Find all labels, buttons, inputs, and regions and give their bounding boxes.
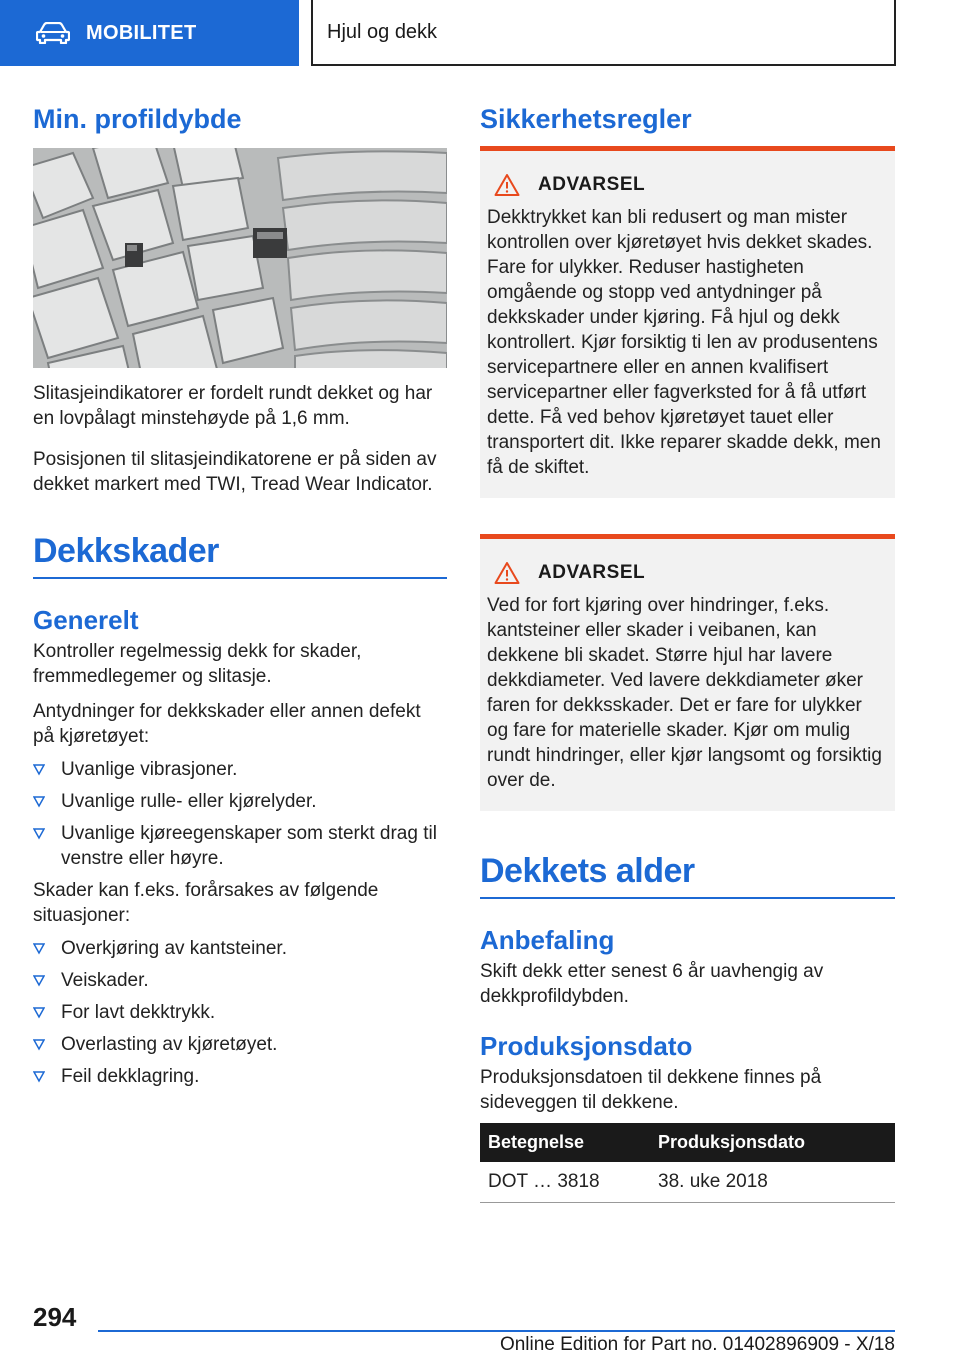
warning-text: Dekktrykket kan bli redusert og man mister kontrollen over kjøretøyet hvis dekket skades. Fare for ulykker. Reduser hastigheten omgående og stopp ved antydninger på dekkskader under kjøring. Få hjul og dekk kontrollert. Kjør forsiktig ti len av produsentens servicepartnere eller en annen kvalifisert servicepartner eller fagverksted for å få utført dette. Få ved behov kjøretøyet tauet eller transportert dit. Ikke reparer skadde dekk, men få de skiftet.: [487, 207, 881, 478]
table-row: [480, 1162, 895, 1202]
list-item: Veiskader.: [33, 968, 447, 993]
chapter-label: Hjul og dekk: [327, 20, 438, 43]
general-paragraph-2: Antydninger for dekkskader eller annen defekt på kjøretøyet:: [33, 701, 421, 747]
warning-box-2: [480, 534, 895, 811]
table-cell: 38. uke 2018: [650, 1162, 895, 1202]
age-rule: [480, 897, 895, 899]
edition-text: Online Edition for Part no. 01402896909 - X/18: [499, 1334, 895, 1355]
table-header-row: [480, 1123, 895, 1162]
triangle-bullet-icon: [33, 764, 45, 776]
list-item: Overlasting av kjøretøyet.: [33, 1032, 447, 1057]
production-date-table: [480, 1123, 895, 1203]
triangle-bullet-icon: [33, 943, 45, 955]
right-column: [480, 100, 895, 1203]
list-item: For lavt dekktrykk.: [33, 1000, 447, 1025]
warning-triangle-icon: [494, 173, 520, 197]
production-date-text: Produksjonsdatoen til dekkene finnes på sideveggen til dekkene.: [480, 1067, 822, 1113]
chapter-box: [311, 0, 896, 66]
table-cell: DOT … 3818: [480, 1162, 650, 1202]
column-header: Produksjonsdato: [650, 1123, 895, 1162]
causes-intro: Skader kan f.eks. forårsakes av følgende situasjoner:: [33, 880, 379, 926]
list-item: Feil dekklagring.: [33, 1064, 447, 1089]
min-profile-heading: Min. profildybde: [33, 104, 242, 134]
recommendation-text: Skift dekk etter senest 6 år uavhengig av dekkprofildybden.: [480, 961, 824, 1007]
warning-text: Ved for fort kjøring over hindringer, f.eks. kantsteiner eller skader i veibanen, kan dekkene bli skadet. Større hjul har lavere dekkdiameter. Ved lavere dekkdiameter øker faren for dekksskader. Det er fare for ulykker og fare for materielle skader. Kjør om mulig rundt hindringer, eller kjør langsomt og forsiktig over de.: [487, 595, 882, 791]
general-heading: Generelt: [33, 605, 139, 635]
car-icon: [36, 22, 70, 44]
warning-box-1: [480, 146, 895, 498]
warning-label: ADVARSEL: [538, 562, 646, 583]
triangle-bullet-icon: [33, 828, 45, 840]
section-label: MOBILITET: [86, 21, 197, 44]
warning-triangle-icon: [494, 561, 520, 585]
footer-rule: [98, 1330, 895, 1332]
production-date-heading: Produksjonsdato: [480, 1031, 693, 1061]
page-number: 294: [33, 1302, 77, 1332]
triangle-bullet-icon: [33, 975, 45, 987]
tire-tread-image: [33, 148, 447, 368]
min-profile-paragraph-1: Slitasjeindikatorer er fordelt rundt dekket og har en lovpålagt minstehøyde på 1,6 mm.: [33, 383, 433, 429]
warning-label: ADVARSEL: [538, 174, 646, 195]
column-header: Betegnelse: [480, 1123, 650, 1162]
causes-list: [33, 936, 447, 1089]
safety-heading: Sikkerhetsregler: [480, 104, 692, 134]
triangle-bullet-icon: [33, 1039, 45, 1051]
list-item: Uvanlige vibrasjoner.: [33, 757, 447, 782]
general-paragraph-1: Kontroller regelmessig dekk for skader, fremmedlegemer og slitasje.: [33, 641, 362, 687]
age-heading: Dekkets alder: [480, 852, 695, 890]
triangle-bullet-icon: [33, 1071, 45, 1083]
triangle-bullet-icon: [33, 1007, 45, 1019]
left-column: [33, 100, 447, 1096]
triangle-bullet-icon: [33, 796, 45, 808]
recommendation-heading: Anbefaling: [480, 925, 615, 955]
damage-rule: [33, 577, 447, 579]
min-profile-paragraph-2: Posisjonen til slitasjeindikatorene er på siden av dekket markert med TWI, Tread Wear Indicator.: [33, 449, 437, 495]
list-item: Uvanlige kjøreegenskaper som sterkt drag til venstre eller høyre.: [33, 821, 447, 871]
list-item: Uvanlige rulle- eller kjørelyder.: [33, 789, 447, 814]
signs-list: [33, 757, 447, 871]
section-tab: [0, 0, 299, 66]
list-item: Overkjøring av kantsteiner.: [33, 936, 447, 961]
damage-heading: Dekkskader: [33, 532, 219, 570]
